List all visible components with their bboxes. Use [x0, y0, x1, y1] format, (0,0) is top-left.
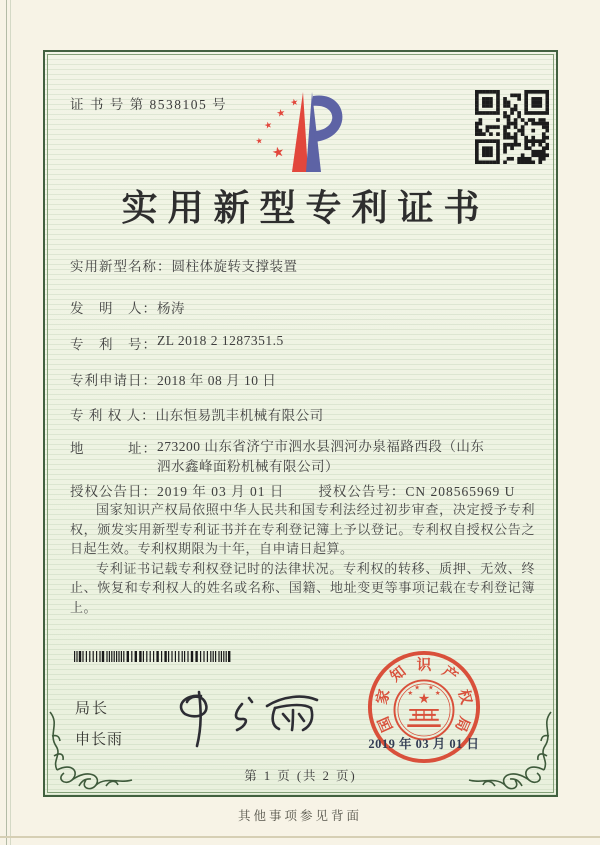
page-indicator: 第 1 页 (共 2 页) — [244, 769, 357, 783]
official-seal — [365, 648, 483, 766]
field-label: 专利申请日： — [70, 373, 157, 388]
grant-date — [70, 480, 284, 500]
paragraph-grant-statement: 国家知识产权局依照中华人民共和国专利法经过初步审查，决定授予专利权，颁发实用新型专利证书并在专利登记簿上予以登记。专利权自授权公告之日起生效。专利权期限为十年，自申请日起算。 — [70, 502, 535, 556]
paragraph-register-statement: 专利证书记载专利权登记时的法律状况。专利权的转移、质押、无效、终止、恢复和专利权人的姓名或名称、国籍、地址变更等事项记载在专利登记簿上。 — [70, 560, 535, 615]
svg-text:★: ★ — [263, 120, 274, 132]
svg-text:★: ★ — [407, 689, 414, 698]
scan-page-edge — [6, 0, 7, 845]
field-label: 专 利 权 人： — [70, 408, 156, 423]
field-label: 地 址： — [70, 441, 157, 456]
grant-number — [318, 480, 515, 500]
svg-text:★: ★ — [270, 143, 287, 162]
certificate-number: 证 书 号 第 8538105 号 — [70, 97, 228, 112]
svg-text:权: 权 — [454, 687, 474, 707]
signer-name: 申长雨 — [75, 732, 124, 748]
field-label: 实用新型名称： — [70, 259, 172, 274]
scan-page-edge — [0, 836, 600, 838]
grant-date-value: 2019 年 03 月 01 日 — [157, 484, 285, 499]
svg-text:★: ★ — [275, 107, 287, 120]
handwritten-signature — [145, 682, 345, 777]
scan-page-edge — [10, 0, 11, 845]
certificate-frame — [43, 50, 558, 797]
corner-flourish-right — [467, 706, 555, 794]
logo-star: ★ — [289, 97, 300, 109]
svg-text:知: 知 — [387, 663, 410, 686]
svg-text:★: ★ — [417, 691, 431, 708]
field-label: 专 利 号： — [70, 337, 157, 352]
logo-p-bowl — [312, 95, 342, 142]
field-inventor — [70, 297, 538, 317]
field-patentee — [70, 404, 538, 424]
national-emblem-icon — [395, 680, 454, 739]
field-value: 273200 山东省济宁市泗水县泗河办泉福路西段（山东泗水鑫峰面粉机械有限公司） — [157, 439, 485, 474]
certificate-title: 实用新型专利证书 — [121, 188, 490, 228]
grant-date-label: 授权公告日： — [70, 484, 157, 499]
field-value: 2018 年 08 月 10 日 — [157, 373, 277, 388]
grant-number-label: 授权公告号： — [318, 484, 406, 499]
field-filing-date — [70, 369, 538, 389]
back-note: 其他事项参见背面 — [237, 809, 362, 823]
field-value: 圆柱体旋转支撑装置 — [171, 259, 298, 274]
grant-number-value: CN 208565969 U — [405, 484, 516, 499]
svg-text:产: 产 — [438, 663, 461, 686]
field-label: 发 明 人： — [70, 301, 157, 316]
grant-row — [70, 480, 538, 500]
field-value: 杨涛 — [157, 301, 185, 316]
svg-text:识: 识 — [416, 657, 432, 674]
seal-date: 2019 年 03 月 01 日 — [368, 737, 480, 751]
qr-code-icon — [475, 90, 549, 169]
svg-text:★: ★ — [414, 683, 420, 692]
field-address — [70, 437, 538, 477]
barcode-icon — [74, 649, 232, 660]
legal-paragraphs — [70, 500, 535, 617]
signer-title: 局长 — [75, 701, 110, 717]
field-utility-model-name — [70, 255, 538, 275]
svg-text:★: ★ — [428, 683, 434, 692]
svg-text:★: ★ — [434, 689, 441, 698]
field-patent-number — [70, 333, 538, 353]
svg-text:★: ★ — [255, 136, 264, 146]
field-value: 山东恒易凯丰机械有限公司 — [155, 408, 324, 423]
svg-text:家: 家 — [374, 687, 394, 707]
corner-flourish-left — [46, 706, 134, 794]
cnipa-logo-icon — [251, 90, 347, 179]
field-value: ZL 2018 2 1287351.5 — [157, 333, 284, 348]
svg-text:局: 局 — [451, 713, 473, 734]
svg-text:国: 国 — [375, 713, 397, 734]
